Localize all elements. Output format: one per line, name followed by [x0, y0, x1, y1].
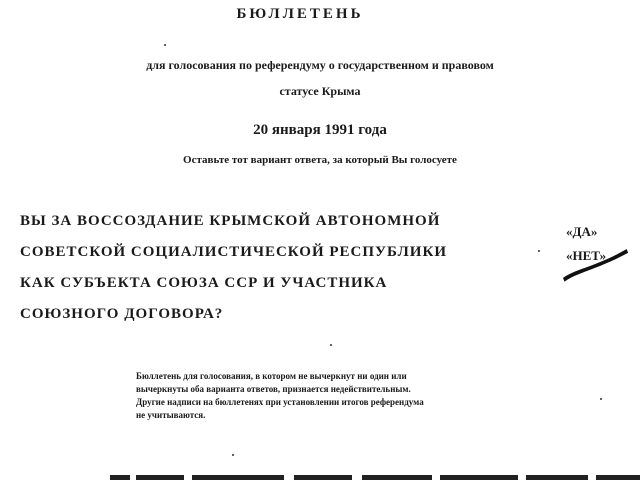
- question-line-3: КАК СУБЪЕКТА СОЮЗА ССР И УЧАСТНИКА: [20, 275, 388, 291]
- referendum-question: [20, 206, 520, 330]
- answer-options: [566, 224, 636, 272]
- voting-instruction: Оставьте тот вариант ответа, за который Вы голосуете: [183, 154, 457, 166]
- ballot-date: 20 января 1991 года: [253, 122, 387, 138]
- question-line-4: СОЮЗНОГО ДОГОВОРА?: [20, 306, 224, 322]
- answer-yes[interactable]: «ДА»: [566, 224, 598, 239]
- answer-no-label: «НЕТ»: [566, 248, 607, 263]
- ballot-title: БЮЛЛЕТЕНЬ: [236, 6, 364, 22]
- question-line-2: СОВЕТСКОЙ СОЦИАЛИСТИЧЕСКОЙ РЕСПУБЛИКИ: [20, 244, 447, 260]
- paper-speck: [330, 344, 332, 346]
- footnote-line-2: вычеркнуты оба варианта ответов, признается недействительным.: [136, 384, 411, 394]
- footnote-line-1: Бюллетень для голосования, в котором не вычеркнут ни один или: [136, 371, 407, 381]
- paper-speck: [164, 44, 166, 46]
- paper-speck: [538, 250, 540, 252]
- cut-off-text-fragment: [110, 471, 640, 480]
- subtitle-line-1: для голосования по референдуму о государственном и правовом: [146, 58, 494, 72]
- subtitle-line-2: статусе Крыма: [279, 84, 361, 98]
- question-line-1: ВЫ ЗА ВОССОЗДАНИЕ КРЫМСКОЙ АВТОНОМНОЙ: [20, 213, 441, 229]
- footnote-line-4: не учитываются.: [136, 410, 206, 420]
- paper-speck: [232, 454, 234, 456]
- footnote-line-3: Другие надписи на бюллетенях при установлении итогов референдума: [136, 397, 424, 407]
- paper-speck: [600, 398, 602, 400]
- ballot-footnote: [136, 370, 566, 422]
- answer-no[interactable]: [566, 248, 636, 272]
- ballot-subtitle: [40, 52, 600, 104]
